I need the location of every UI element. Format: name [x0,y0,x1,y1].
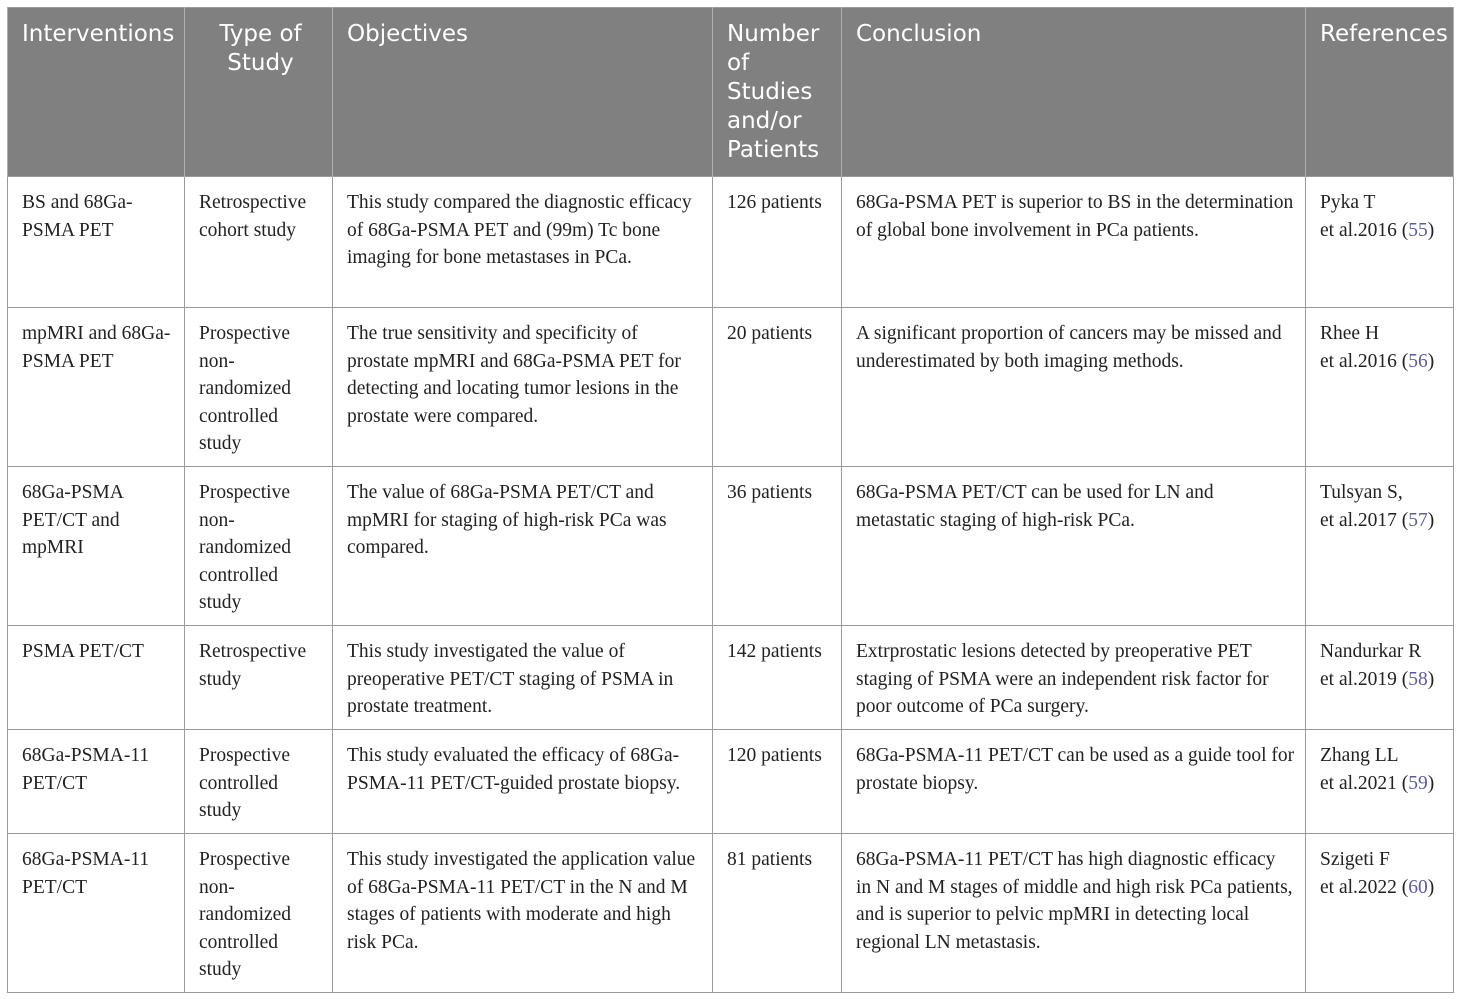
cell-objectives: The value of 68Ga-PSMA PET/CT and mpMRI for staging of high-risk PCa was compared. [333,467,713,626]
cell-conclusion: 68Ga-PSMA-11 PET/CT has high diagnostic efficacy in N and M stages of middle and high risk PCa patients, and is superior to pelvic mpMRI in detecting local regional LN metastasis. [842,834,1306,993]
ref-author: Szigeti F [1320,849,1390,870]
ref-close: ) [1427,509,1435,531]
table-row [8,467,1454,626]
cell-study-type: Prospective non-randomized controlled study [185,308,333,467]
ref-author: Nandurkar R [1320,641,1422,662]
table-row [8,177,1454,308]
cell-objectives: The true sensitivity and specificity of prostate mpMRI and 68Ga-PSMA PET for detecting and locating tumor lesions in the prostate were compared. [333,308,713,467]
header-conclusion: Conclusion [842,8,1306,177]
ref-year: et al.2021 ( [1320,772,1409,794]
cell-objectives: This study compared the diagnostic efficacy of 68Ga-PSMA PET and (99m) Tc bone imaging for bone metastases in PCa. [333,177,713,308]
table-row [8,834,1454,993]
cell-reference [1306,626,1454,730]
cell-number: 36 patients [713,467,842,626]
studies-table [7,7,1454,993]
ref-link[interactable]: 59 [1408,772,1428,794]
table-row [8,308,1454,467]
cell-study-type: Retrospective study [185,626,333,730]
cell-number: 120 patients [713,730,842,834]
ref-author: Rhee H [1320,323,1380,344]
cell-conclusion: 68Ga-PSMA PET/CT can be used for LN and metastatic staging of high-risk PCa. [842,467,1306,626]
cell-intervention: mpMRI and 68Ga-PSMA PET [8,308,185,467]
ref-link[interactable]: 57 [1408,509,1428,531]
header-row [8,8,1454,177]
cell-intervention: PSMA PET/CT [8,626,185,730]
cell-number: 142 patients [713,626,842,730]
cell-intervention: 68Ga-PSMA-11 PET/CT [8,730,185,834]
header-interventions: Interventions [8,8,185,177]
table-row [8,626,1454,730]
cell-number: 126 patients [713,177,842,308]
cell-reference [1306,834,1454,993]
ref-link[interactable]: 55 [1408,219,1428,241]
ref-link[interactable]: 56 [1408,350,1428,372]
ref-link[interactable]: 60 [1408,876,1428,898]
table-row [8,730,1454,834]
table-header [8,8,1454,177]
header-references: References [1306,8,1454,177]
cell-intervention: 68Ga-PSMA PET/CT and mpMRI [8,467,185,626]
cell-reference [1306,308,1454,467]
cell-conclusion: 68Ga-PSMA PET is superior to BS in the determination of global bone involvement in PCa patients. [842,177,1306,308]
cell-conclusion: 68Ga-PSMA-11 PET/CT can be used as a guide tool for prostate biopsy. [842,730,1306,834]
cell-number: 81 patients [713,834,842,993]
cell-objectives: This study evaluated the efficacy of 68Ga-PSMA-11 PET/CT-guided prostate biopsy. [333,730,713,834]
ref-close: ) [1427,219,1435,241]
ref-year: et al.2022 ( [1320,876,1409,898]
ref-close: ) [1427,876,1435,898]
header-number: Number of Studies and/or Patients [713,8,842,177]
ref-year: et al.2019 ( [1320,668,1409,690]
cell-number: 20 patients [713,308,842,467]
cell-objectives: This study investigated the application value of 68Ga-PSMA-11 PET/CT in the N and M stages of patients with moderate and high risk PCa. [333,834,713,993]
ref-close: ) [1427,350,1435,372]
cell-study-type: Retrospective cohort study [185,177,333,308]
cell-objectives: This study investigated the value of preoperative PET/CT staging of PSMA in prostate treatment. [333,626,713,730]
cell-reference [1306,730,1454,834]
cell-reference [1306,177,1454,308]
ref-close: ) [1427,772,1435,794]
cell-intervention: BS and 68Ga-PSMA PET [8,177,185,308]
cell-study-type: Prospective controlled study [185,730,333,834]
cell-intervention: 68Ga-PSMA-11 PET/CT [8,834,185,993]
ref-year: et al.2017 ( [1320,509,1409,531]
cell-conclusion: Extrprostatic lesions detected by preoperative PET staging of PSMA were an independent risk factor for poor outcome of PCa surgery. [842,626,1306,730]
ref-link[interactable]: 58 [1408,668,1428,690]
cell-study-type: Prospective non-randomized controlled study [185,834,333,993]
table-body [8,177,1454,993]
cell-conclusion: A significant proportion of cancers may be missed and underestimated by both imaging methods. [842,308,1306,467]
cell-reference [1306,467,1454,626]
cell-study-type: Prospective non-randomized controlled study [185,467,333,626]
ref-author: Zhang LL [1320,745,1399,766]
ref-author: Tulsyan S, [1320,482,1403,503]
header-type-of-study: Type of Study [185,8,333,177]
ref-year: et al.2016 ( [1320,350,1409,372]
ref-close: ) [1427,668,1435,690]
ref-year: et al.2016 ( [1320,219,1409,241]
header-objectives: Objectives [333,8,713,177]
ref-author: Pyka T [1320,192,1376,213]
